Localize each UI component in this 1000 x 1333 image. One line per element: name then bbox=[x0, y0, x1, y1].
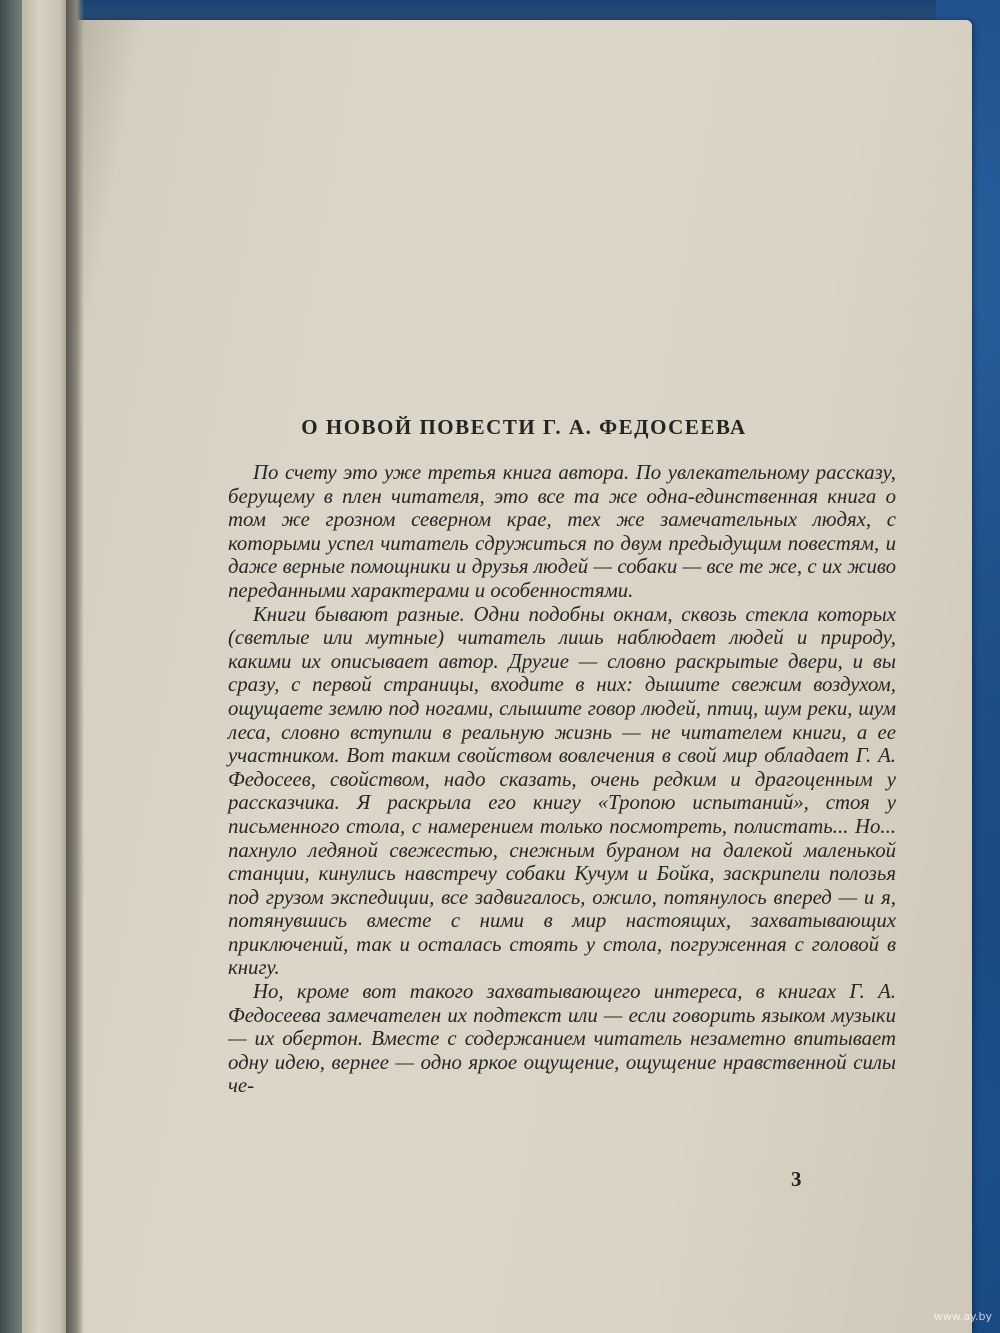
page-title: О НОВОЙ ПОВЕСТИ Г. А. ФЕДОСЕЕВА bbox=[301, 415, 747, 439]
left-page-stack bbox=[22, 0, 72, 1333]
book-spine-shadow bbox=[66, 0, 84, 1333]
top-background-strip bbox=[76, 0, 936, 22]
page-number: 3 bbox=[791, 1167, 802, 1191]
site-watermark: www.ay.by bbox=[933, 1310, 992, 1323]
paragraph-3: Но, кроме вот такого захватывающего интереса, в книгах Г. А. Федосеева замечателен их подтекст или — если говорить языком музыки — их обертон. Вместе с содержанием читатель незаметно впитывает одну идею, вернее — одно яркое ощущение, ощущение нравственной силы че- bbox=[228, 980, 896, 1098]
paragraph-1: По счету это уже третья книга автора. По увлекательному рассказу, берущему в плен читателя, это все та же одна-единственная книга о том же грозном северном крае, тех же замечательных людях, с которыми успел читатель сдружиться по двум предыдущим повестям, и даже верные помощники и друзья людей — собаки — все те же, с их живо переданными характерами и особенностями. bbox=[228, 461, 896, 602]
book-page bbox=[76, 20, 972, 1333]
body-text bbox=[228, 461, 896, 1098]
paragraph-2: Книги бывают разные. Одни подобны окнам, сквозь стекла которых (светлые или мутные) читатель лишь наблюдает людей и природу, какими их описывает автор. Другие — словно раскрытые двери, и вы сразу, с первой страницы, входите в них: дышите свежим воздухом, ощущаете землю под ногами, слышите говор людей, птиц, шум реки, шум леса, словно вступили в реальную жизнь — не читателем книги, а ее участником. Вот таким свойством вовлечения в свой мир обладает Г. А. Федосеев, свойством, надо сказать, очень редким и драгоценным у рассказчика. Я раскрыла его книгу «Тропою испытаний», стоя у письменного стола, с намерением только посмотреть, полистать... Но... пахнуло ледяной свежестью, снежным бураном на далекой маленькой станции, кинулись навстречу собаки Кучум и Бойка, заскрипели полозья под грузом экспедиции, все задвигалось, ожило, потянулось вперед — и я, потянувшись вместе с ними в мир настоящих, захватывающих приключений, так и осталась стоять у стола, погруженная с головой в книгу. bbox=[228, 602, 896, 980]
